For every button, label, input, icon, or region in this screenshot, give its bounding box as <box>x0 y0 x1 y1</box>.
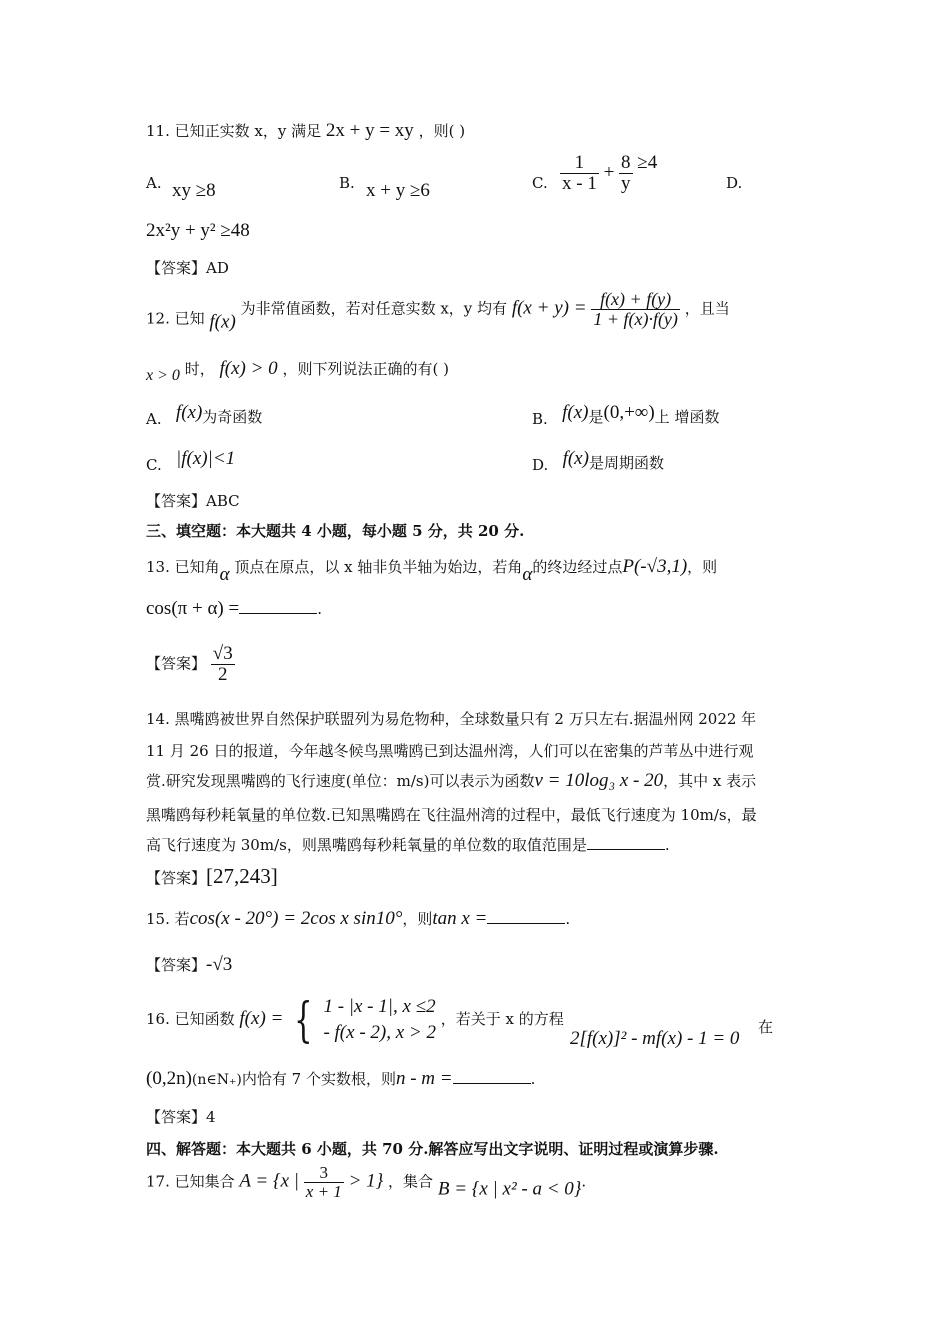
q11-stem: 11. 已知正实数 x，y 满足 2x + y = xy ，则( ) <box>146 120 466 141</box>
q14-answer: 【答案】[27,243] <box>146 864 278 888</box>
q13-blank <box>239 599 317 614</box>
section-3-heading: 三、填空题：本大题共 4 小题，每小题 5 分，共 20 分. <box>146 522 525 540</box>
q16-piecewise-brace: { <box>294 992 313 1048</box>
q11-option-c-label: C. <box>532 174 548 192</box>
q14-line-3: 赏.研究发现黑嘴鸥的飞行速度(单位：m/s)可以表示为函数v = 10log₃ x - 20，其中 x 表示 <box>146 770 757 791</box>
q13-stem: 13. 已知角α 顶点在原点，以 x 轴非负半轴为始边，若角α的终边经过点P(-√3,1)，则 <box>146 556 718 585</box>
q16-stem-tail: 在 <box>758 1018 774 1036</box>
q16-stem: 16. 已知函数 f(x) = { 1 - |x - 1|, x ≤2 - f(x - 2), x > 2 ，若关于 x 的方程 <box>146 992 564 1048</box>
q15-stem: 15. 若cos(x - 20°) = 2cos x sin10°，则tan x = . <box>146 908 571 929</box>
q11-option-a-label: A. <box>146 174 162 192</box>
q15-answer: 【答案】-√3 <box>146 954 233 975</box>
q16-answer: 【答案】4 <box>146 1108 216 1126</box>
q12-option-c: C. |f(x)|<1 <box>146 448 236 474</box>
q11-option-b: x + y ≥6 <box>366 180 430 201</box>
q16-blank <box>453 1069 531 1084</box>
q13-answer: 【答案】 $\frac{√3}{2}$ <box>146 643 233 685</box>
q13-expression: cos(π + α) = . <box>146 598 322 619</box>
q11-answer: 【答案】AD <box>146 259 229 277</box>
q12-answer: 【答案】ABC <box>146 492 240 510</box>
q14-blank <box>587 835 665 850</box>
q11-option-d: 2x²y + y² ≥48 <box>146 220 250 241</box>
q17-stem: 17. 已知集合 A = {x | $\frac{3}{x + 1}$ > 1} ，集合 B = {x | x² - a < 0}. <box>146 1163 587 1201</box>
q11-option-c: $\frac{1}{x - 1}$ + $\frac{8}{y}$ ≥4 <box>562 152 658 195</box>
q11-option-a: xy ≥8 <box>172 180 216 201</box>
q12-stem-cont: x > 0 时， f(x) > 0 ，则下列说法正确的有( ) <box>146 358 449 384</box>
q12-option-a: A. f(x)为奇函数 <box>146 402 263 428</box>
q11-condition: 2x + y = xy <box>325 120 414 141</box>
q16-stem-cont: (0,2n)(n∈N₊)内恰有 7 个实数根，则n - m = . <box>146 1068 536 1089</box>
q12-option-b: B. f(x)是(0,+∞)上 增函数 <box>532 402 720 428</box>
q16-piecewise-cases: 1 - |x - 1|, x ≤2 - f(x - 2), x > 2 <box>323 996 436 1043</box>
q11-option-b-label: B. <box>339 174 355 192</box>
q12-stem: 12. 已知 f(x) 为非常值函数，若对任意实数 x，y 均有 f(x + y) = $\frac{f(x) + f(y)}{1 + f(x)\cdot f(y)}$ ，且当 <box>146 289 730 333</box>
section-4-heading: 四、解答题：本大题共 6 小题，共 70 分.解答应写出文字说明、证明过程或演算步骤. <box>146 1140 719 1158</box>
q11-option-d-label: D. <box>726 174 743 192</box>
q12-option-d: D. f(x)是周期函数 <box>532 448 664 474</box>
q14-line-4: 黑嘴鸥每秒耗氧量的单位数.已知黑嘴鸥在飞往温州湾的过程中，最低飞行速度为 10m/s，最 <box>146 806 757 824</box>
q14-line-5: 高飞行速度为 30m/s，则黑嘴鸥每秒耗氧量的单位数的取值范围是 . <box>146 836 670 854</box>
q14-line-1: 14. 黑嘴鸥被世界自然保护联盟列为易危物种，全球数量只有 2 万只左右.据温州网 2022 年 <box>146 710 757 728</box>
q16-equation: 2[f(x)]² - mf(x) - 1 = 0 <box>570 1028 740 1049</box>
q15-blank <box>487 909 565 924</box>
q14-line-2: 11 月 26 日的报道，今年越冬候鸟黑嘴鸥已到达温州湾，人们可以在密集的芦苇丛中进行观 <box>146 742 754 760</box>
